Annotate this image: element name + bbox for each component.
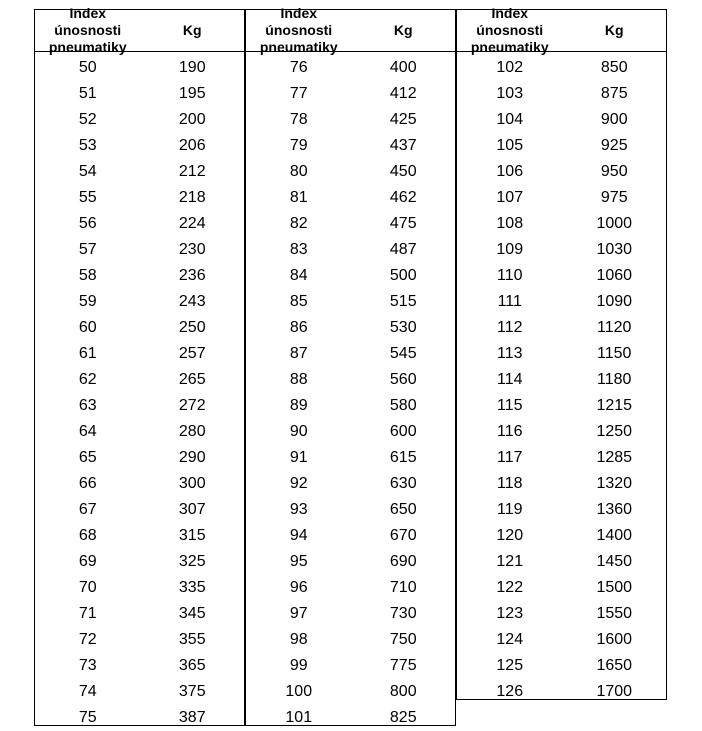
kg-cell: 1700 [596, 683, 633, 700]
table-row [35, 185, 244, 211]
table-row [246, 367, 455, 393]
kg-cell: 975 [600, 189, 628, 206]
kg-cell: 257 [178, 345, 206, 362]
table-row [246, 601, 455, 627]
load-index-cell: 50 [78, 59, 97, 76]
kg-cell: 1250 [596, 423, 633, 440]
load-index-cell: 126 [496, 683, 524, 700]
kg-cell: 1180 [597, 371, 632, 388]
load-index-cell: 71 [78, 605, 97, 622]
table-row [457, 211, 666, 237]
header-load-index: Index únosnosti pneumatiky [470, 5, 549, 55]
kg-cell: 335 [178, 579, 206, 596]
kg-cell: 280 [178, 423, 206, 440]
load-index-cell: 105 [496, 137, 524, 154]
load-index-cell: 68 [78, 527, 97, 544]
table-row [246, 705, 455, 731]
table-row [35, 549, 244, 575]
table-row [246, 81, 455, 107]
table-row [246, 471, 455, 497]
table-row [35, 471, 244, 497]
kg-cell: 355 [178, 631, 206, 648]
load-index-cell: 57 [78, 241, 97, 258]
load-index-cell: 99 [289, 657, 308, 674]
load-index-cell: 123 [496, 605, 524, 622]
load-index-cell: 110 [496, 267, 523, 284]
load-index-cell: 81 [289, 189, 308, 206]
table-row [457, 653, 666, 679]
load-index-cell: 104 [496, 111, 524, 128]
load-index-cell: 120 [496, 527, 524, 544]
table-row [246, 263, 455, 289]
table-body [35, 52, 244, 731]
table-row [246, 107, 455, 133]
table-body [246, 52, 455, 731]
kg-cell: 412 [389, 85, 417, 102]
table-row [246, 133, 455, 159]
table-header [457, 5, 666, 55]
load-index-cell: 87 [289, 345, 308, 362]
load-index-cell: 51 [78, 85, 97, 102]
load-index-cell: 92 [289, 475, 308, 492]
kg-cell: 195 [178, 85, 206, 102]
load-index-cell: 114 [496, 371, 523, 388]
load-index-cell: 121 [496, 553, 524, 570]
kg-cell: 290 [178, 449, 206, 466]
table-row [246, 55, 455, 81]
load-index-cell: 67 [78, 501, 97, 518]
load-index-cell: 52 [78, 111, 97, 128]
kg-cell: 1090 [596, 293, 633, 310]
table-row [35, 523, 244, 549]
load-index-cell: 107 [496, 189, 524, 206]
kg-cell: 345 [178, 605, 206, 622]
kg-cell: 1500 [596, 579, 633, 596]
table-row [457, 523, 666, 549]
kg-cell: 730 [389, 605, 417, 622]
load-index-cell: 58 [78, 267, 97, 284]
kg-cell: 1450 [596, 553, 633, 570]
table-row [35, 55, 244, 81]
kg-cell: 236 [178, 267, 206, 284]
table-row [35, 159, 244, 185]
table-row [457, 107, 666, 133]
load-index-cell: 90 [289, 423, 308, 440]
table-row [246, 679, 455, 705]
table-row [35, 419, 244, 445]
kg-cell: 1150 [597, 345, 632, 362]
load-index-cell: 125 [496, 657, 524, 674]
table-row [457, 601, 666, 627]
kg-cell: 1320 [596, 475, 633, 492]
load-index-cell: 89 [289, 397, 308, 414]
load-index-cell: 72 [78, 631, 97, 648]
load-index-cell: 62 [78, 371, 97, 388]
table-row [246, 419, 455, 445]
load-index-cell: 109 [496, 241, 524, 258]
kg-cell: 365 [178, 657, 206, 674]
load-index-cell: 118 [496, 475, 523, 492]
load-index-cell: 98 [289, 631, 308, 648]
load-index-cell: 82 [289, 215, 308, 232]
load-index-cell: 75 [78, 709, 97, 726]
kg-cell: 218 [178, 189, 206, 206]
kg-cell: 300 [178, 475, 206, 492]
table-row [457, 81, 666, 107]
table-row [35, 211, 244, 237]
load-index-cell: 83 [289, 241, 308, 258]
kg-cell: 1030 [596, 241, 633, 258]
load-index-cell: 64 [78, 423, 97, 440]
load-index-table-1 [34, 5, 245, 726]
load-index-cell: 119 [496, 501, 523, 518]
load-index-cell: 61 [78, 345, 97, 362]
load-index-cell: 78 [289, 111, 308, 128]
load-index-cell: 101 [285, 709, 313, 726]
kg-cell: 710 [389, 579, 417, 596]
table-row [457, 497, 666, 523]
table-row [457, 315, 666, 341]
table-row [457, 627, 666, 653]
kg-cell: 615 [389, 449, 417, 466]
kg-cell: 1285 [596, 449, 633, 466]
kg-cell: 1360 [596, 501, 633, 518]
header-kg: Kg [182, 22, 202, 38]
load-index-cell: 91 [289, 449, 308, 466]
table-row [246, 315, 455, 341]
table-row [35, 289, 244, 315]
table-row [246, 159, 455, 185]
kg-cell: 750 [389, 631, 417, 648]
kg-cell: 530 [389, 319, 417, 336]
load-index-cell: 102 [496, 59, 524, 76]
table-row [35, 315, 244, 341]
table-row [246, 575, 455, 601]
kg-cell: 307 [178, 501, 206, 518]
table-row [246, 653, 455, 679]
kg-cell: 1400 [596, 527, 633, 544]
header-load-index: Index únosnosti pneumatiky [48, 5, 127, 55]
table-row [35, 653, 244, 679]
kg-cell: 206 [178, 137, 206, 154]
load-index-cell: 106 [496, 163, 524, 180]
load-index-cell: 100 [285, 683, 313, 700]
load-index-cell: 97 [289, 605, 308, 622]
kg-cell: 487 [389, 241, 417, 258]
load-index-table-3 [456, 5, 667, 700]
kg-cell: 560 [389, 371, 417, 388]
table-row [457, 289, 666, 315]
load-index-cell: 65 [78, 449, 97, 466]
load-index-table-2 [245, 5, 456, 726]
table-row [457, 393, 666, 419]
table-row [457, 185, 666, 211]
load-index-cell: 56 [78, 215, 97, 232]
load-index-cell: 54 [78, 163, 97, 180]
table-row [246, 211, 455, 237]
kg-cell: 515 [389, 293, 417, 310]
kg-cell: 250 [178, 319, 206, 336]
kg-cell: 1600 [596, 631, 633, 648]
load-index-cell: 63 [78, 397, 97, 414]
table-row [246, 523, 455, 549]
kg-cell: 272 [178, 397, 206, 414]
kg-cell: 500 [389, 267, 417, 284]
table-row [35, 497, 244, 523]
header-kg: Kg [393, 22, 413, 38]
table-row [246, 549, 455, 575]
table-row [35, 341, 244, 367]
load-index-cell: 111 [497, 293, 522, 310]
kg-cell: 212 [178, 163, 206, 180]
kg-cell: 600 [389, 423, 417, 440]
kg-cell: 670 [389, 527, 417, 544]
kg-cell: 1000 [596, 215, 633, 232]
kg-cell: 325 [178, 553, 206, 570]
table-row [246, 445, 455, 471]
kg-cell: 690 [389, 553, 417, 570]
table-row [246, 341, 455, 367]
table-row [246, 289, 455, 315]
table-row [35, 367, 244, 393]
kg-cell: 1550 [596, 605, 633, 622]
table-row [457, 549, 666, 575]
header-kg: Kg [604, 22, 624, 38]
table-row [457, 159, 666, 185]
table-row [35, 445, 244, 471]
table-row [457, 575, 666, 601]
load-index-cell: 85 [289, 293, 308, 310]
table-row [246, 497, 455, 523]
table-row [457, 471, 666, 497]
table-row [457, 679, 666, 705]
kg-cell: 437 [389, 137, 417, 154]
kg-cell: 925 [600, 137, 628, 154]
kg-cell: 875 [600, 85, 628, 102]
load-index-cell: 86 [289, 319, 308, 336]
table-row [457, 263, 666, 289]
load-index-cell: 59 [78, 293, 97, 310]
load-index-cell: 76 [289, 59, 308, 76]
kg-cell: 1650 [596, 657, 633, 674]
kg-cell: 375 [178, 683, 206, 700]
kg-cell: 650 [389, 501, 417, 518]
kg-cell: 850 [600, 59, 628, 76]
kg-cell: 265 [178, 371, 206, 388]
table-row [246, 393, 455, 419]
kg-cell: 425 [389, 111, 417, 128]
kg-cell: 825 [389, 709, 417, 726]
table-row [246, 185, 455, 211]
kg-cell: 315 [178, 527, 206, 544]
kg-cell: 1120 [597, 319, 632, 336]
load-index-cell: 79 [289, 137, 308, 154]
load-index-cell: 95 [289, 553, 308, 570]
kg-cell: 400 [389, 59, 417, 76]
table-row [457, 419, 666, 445]
load-index-cell: 53 [78, 137, 97, 154]
kg-cell: 950 [600, 163, 628, 180]
kg-cell: 224 [178, 215, 206, 232]
load-index-cell: 112 [496, 319, 523, 336]
table-row [35, 393, 244, 419]
load-index-cell: 108 [496, 215, 524, 232]
table-row [35, 575, 244, 601]
load-index-cell: 84 [289, 267, 308, 284]
table-row [35, 679, 244, 705]
load-index-cell: 70 [78, 579, 97, 596]
load-index-cell: 88 [289, 371, 308, 388]
kg-cell: 387 [178, 709, 206, 726]
load-index-cell: 124 [496, 631, 524, 648]
kg-cell: 545 [389, 345, 417, 362]
load-index-cell: 93 [289, 501, 308, 518]
table-row [35, 705, 244, 731]
table-row [35, 133, 244, 159]
table-header [35, 5, 244, 55]
table-header [246, 5, 455, 55]
kg-cell: 1215 [596, 397, 633, 414]
load-index-cell: 66 [78, 475, 97, 492]
load-index-cell: 60 [78, 319, 97, 336]
kg-cell: 190 [178, 59, 206, 76]
load-index-cell: 69 [78, 553, 97, 570]
kg-cell: 450 [389, 163, 417, 180]
kg-cell: 200 [178, 111, 206, 128]
load-index-cell: 103 [496, 85, 524, 102]
kg-cell: 630 [389, 475, 417, 492]
load-index-cell: 113 [496, 345, 523, 362]
table-row [35, 601, 244, 627]
table-row [35, 263, 244, 289]
table-row [457, 237, 666, 263]
kg-cell: 775 [389, 657, 417, 674]
load-index-cell: 73 [78, 657, 97, 674]
kg-cell: 243 [178, 293, 206, 310]
load-index-cell: 94 [289, 527, 308, 544]
table-row [35, 237, 244, 263]
load-index-cell: 122 [496, 579, 524, 596]
header-load-index: Index únosnosti pneumatiky [259, 5, 338, 55]
table-row [457, 55, 666, 81]
table-row [457, 133, 666, 159]
kg-cell: 1060 [596, 267, 633, 284]
kg-cell: 230 [178, 241, 206, 258]
load-index-cell: 116 [496, 423, 523, 440]
table-row [457, 367, 666, 393]
table-row [457, 341, 666, 367]
table-row [457, 445, 666, 471]
load-index-cell: 117 [496, 449, 523, 466]
kg-cell: 900 [600, 111, 628, 128]
kg-cell: 462 [389, 189, 417, 206]
load-index-cell: 80 [289, 163, 308, 180]
table-row [246, 627, 455, 653]
table-row [35, 627, 244, 653]
table-body [457, 52, 666, 705]
table-row [35, 81, 244, 107]
kg-cell: 475 [389, 215, 417, 232]
table-row [246, 237, 455, 263]
load-index-cell: 96 [289, 579, 308, 596]
load-index-cell: 74 [78, 683, 97, 700]
load-index-cell: 55 [78, 189, 97, 206]
kg-cell: 580 [389, 397, 417, 414]
kg-cell: 800 [389, 683, 417, 700]
table-row [35, 107, 244, 133]
load-index-cell: 115 [496, 397, 523, 414]
load-index-cell: 77 [289, 85, 308, 102]
